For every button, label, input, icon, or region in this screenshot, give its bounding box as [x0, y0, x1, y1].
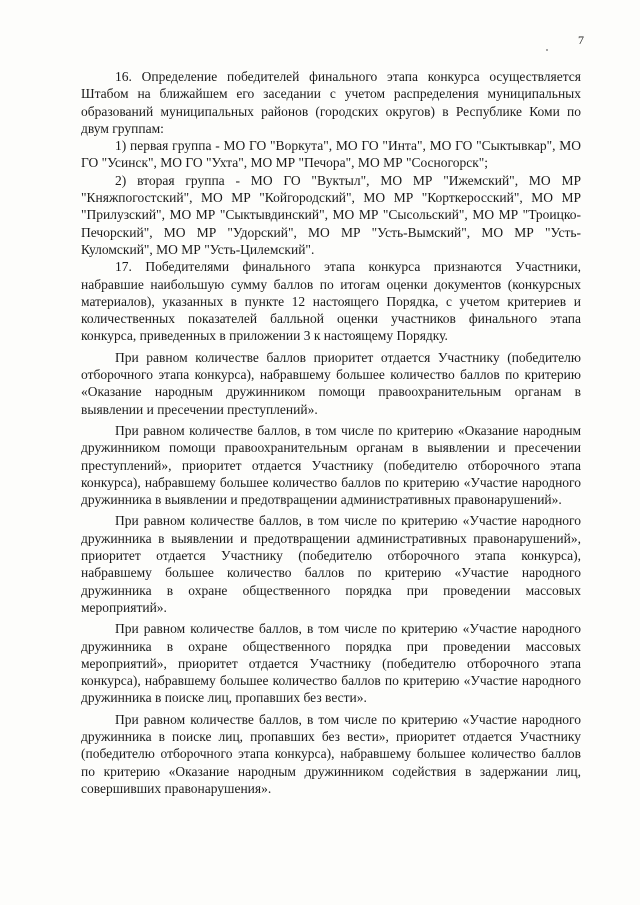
paragraph-priority-4: При равном количестве баллов, в том числе по критерию «Участие народного дружинника в охране общественного порядка при проведении массовых мероприятий», приоритет отдается Участнику (победителю отборочного этапа конкурса), набравшему большее количество баллов по критерию «Участие народного дружинника в поиске лиц, пропавших без вести».	[81, 621, 581, 706]
page-number: 7	[578, 33, 584, 47]
paragraph-priority-3: При равном количестве баллов, в том числе по критерию «Участие народного дружинника в выявлении и предотвращении административных правонарушений», приоритет отдается Участнику (победителю отборочного этапа конкурса), набравшему большее количество баллов по критерию «Участие народного дружинника в охране общественного порядка при проведении массовых мероприятий».	[81, 513, 581, 615]
document-body	[81, 68, 581, 801]
paragraph-17: 17. Победителями финального этапа конкурса признаются Участники, набравшие наибольшую сумму баллов по итогам оценки документов (конкурсных материалов), указанных в пункте 12 настоящего Порядка, с учетом критериев и количественных показателей балльной оценки участников финального этапа конкурса, приведенных в приложении 3 к настоящему Порядку.	[81, 259, 581, 344]
paragraph-priority-5: При равном количестве баллов, в том числе по критерию «Участие народного дружинника в поиске лиц, пропавших без вести», приоритет отдается Участнику (победителю отборочного этапа конкурса), набравшему большее количество баллов по критерию «Оказание народным дружинником содействия в задержании лиц, совершивших правонарушения».	[81, 711, 581, 796]
scan-speck	[546, 49, 548, 51]
paragraph-group-2: 2) вторая группа - МО ГО "Вуктыл", МО МР "Ижемский", МО МР "Княжпогостский", МО МР "Койгородский", МО МР "Корткеросский", МО МР "Прилузский", МО МР "Сыктывдинский", МО МР "Сысольский", МО МР "Троицко-Печорский", МО МР "Удорский", МО МР "Усть-Вымский", МО МР "Усть-Куломский", МО МР "Усть-Цилемский".	[81, 172, 581, 257]
paragraph-priority-1: При равном количестве баллов приоритет отдается Участнику (победителю отборочного этапа конкурса), набравшему большее количество баллов по критерию «Оказание народным дружинником помощи правоохранительным органам в выявлении и пресечении преступлений».	[81, 349, 581, 417]
paragraph-16: 16. Определение победителей финального этапа конкурса осуществляется Штабом на ближайшем его заседании с учетом распределения муниципальных образований муниципальных районов (городских округов) в Республике Коми по двум группам:	[81, 69, 581, 136]
paragraph-priority-2: При равном количестве баллов, в том числе по критерию «Оказание народным дружинником помощи правоохранительным органам в выявлении и пресечении преступлений», приоритет отдается Участнику (победителю отборочного этапа конкурса), набравшему большее количество баллов по критерию «Участие народного дружинника в выявлении и предотвращении административных правонарушений».	[81, 422, 581, 508]
paragraph-group-1: 1) первая группа - МО ГО "Воркута", МО ГО "Инта", МО ГО "Сыктывкар", МО ГО "Усинск", МО ГО "Ухта", МО МР "Печора", МО МР "Сосногорск";	[81, 138, 581, 171]
